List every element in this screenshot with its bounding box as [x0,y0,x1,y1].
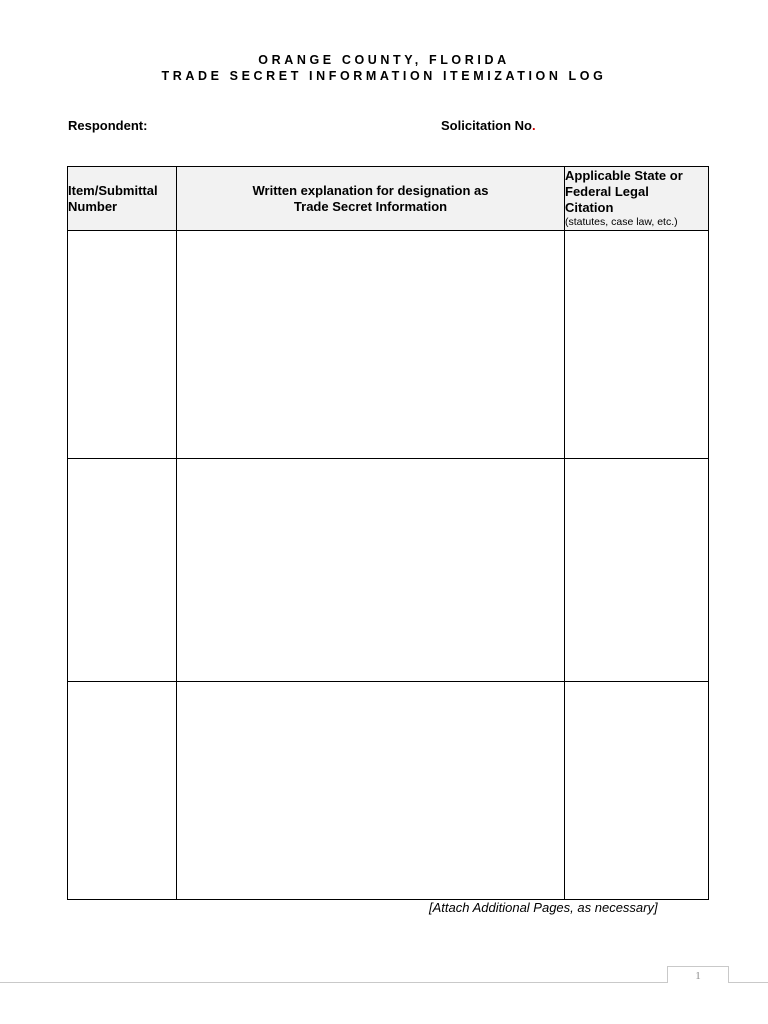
column-header-explanation-line2: Trade Secret Information [293,198,448,214]
item-number-cell[interactable] [68,231,177,459]
solicitation-label-dot: . [532,118,536,133]
item-number-cell[interactable] [68,459,177,681]
citation-cell[interactable] [565,231,709,459]
document-title-log: TRADE SECRET INFORMATION ITEMIZATION LOG [161,69,607,83]
itemization-log-table [67,166,709,900]
explanation-cell[interactable] [177,231,565,459]
explanation-cell[interactable] [177,681,565,899]
column-header-citation [565,167,709,231]
column-header-item-line2: Number [68,198,118,214]
table-row [68,231,709,459]
column-header-item-line1: Item/Submittal [68,182,158,198]
column-header-citation-line3: Citation [565,200,614,216]
column-header-explanation-line1: Written explanation for designation as [252,182,489,198]
solicitation-label-text: Solicitation No [441,118,532,133]
column-header-explanation [177,167,565,231]
citation-cell[interactable] [565,459,709,681]
column-header-citation-note: (statutes, case law, etc.) [565,216,678,229]
item-number-cell[interactable] [68,681,177,899]
attach-pages-note: [Attach Additional Pages, as necessary] [429,900,658,915]
table-header-row [68,167,709,231]
column-header-item-number [68,167,177,231]
page-divider [0,982,768,983]
explanation-cell[interactable] [177,459,565,681]
column-header-citation-line2: Federal Legal [565,184,649,200]
respondent-label: Respondent: [68,118,148,133]
page-number: 1 [667,966,729,983]
column-header-citation-line1: Applicable State or [565,168,683,184]
citation-cell[interactable] [565,681,709,899]
table-row [68,459,709,681]
solicitation-label [441,118,536,133]
table-row [68,681,709,899]
document-title-county: ORANGE COUNTY, FLORIDA [258,53,510,67]
